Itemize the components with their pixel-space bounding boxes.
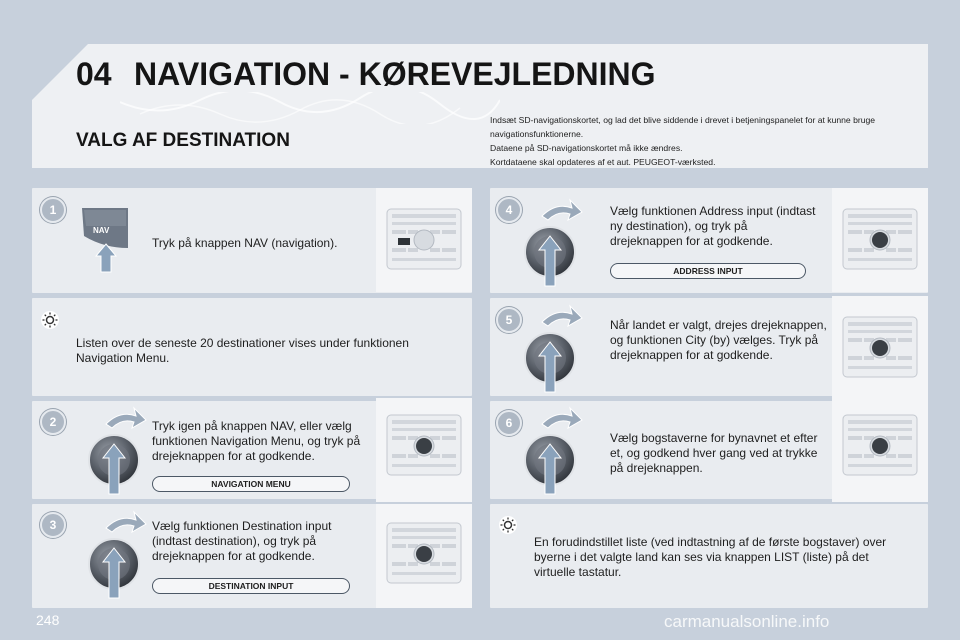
- radio-unit-icon: [842, 208, 918, 270]
- intro-line: Kortdataene skal opdateres af et aut. PEUGEOT-værksted.: [490, 157, 716, 167]
- rotary-knob-icon: [520, 404, 584, 496]
- radio-unit-icon: [842, 414, 918, 476]
- step-number-badge: 5: [496, 307, 522, 333]
- step-number-badge: 6: [496, 410, 522, 436]
- rotary-knob-icon: [520, 196, 584, 288]
- nav-button-icon: [76, 206, 136, 274]
- step-number-badge: 3: [40, 512, 66, 538]
- step-number-badge: 1: [40, 197, 66, 223]
- menu-label-pill: NAVIGATION MENU: [152, 476, 350, 492]
- page-number: 248: [36, 612, 60, 628]
- step-2-text: Tryk igen på knappen NAV, eller vælg funktionen Navigation Menu, og tryk på drejeknappen for at godkende.: [152, 419, 361, 463]
- rotary-knob-icon: [520, 302, 584, 394]
- step-1-text: Tryk på knappen NAV (navigation).: [152, 236, 338, 250]
- intro-line: navigationsfunktionerne.: [490, 129, 584, 139]
- step-6-text: Vælg bogstaverne for bynavnet et efter et, og godkend hver gang ved at trykke på drejeknappen.: [610, 431, 818, 475]
- tip-2-text: En forudindstillet liste (ved indtastning af de første bogstaver) over byerne i det valgte land kan ses via knappen LIST (liste) på det virtuelle tastatur.: [534, 535, 887, 579]
- lightbulb-icon: [498, 515, 518, 535]
- rotary-knob-icon: [84, 508, 148, 600]
- chapter-number: 04: [76, 56, 112, 92]
- radio-unit-icon: [386, 208, 462, 270]
- step-number-badge: 2: [40, 409, 66, 435]
- step-number-badge: 4: [496, 197, 522, 223]
- radio-unit-icon: [386, 522, 462, 584]
- menu-label-pill: ADDRESS INPUT: [610, 263, 806, 279]
- decorative-swirl: [120, 92, 500, 124]
- step-4-text: Vælg funktionen Address input (indtast ny destination), og tryk på drejeknappen for at godkende.: [610, 204, 816, 248]
- chapter-title: NAVIGATION - KØREVEJLEDNING: [134, 56, 656, 92]
- rotary-knob-icon: [84, 404, 148, 496]
- section-title: VALG AF DESTINATION: [76, 130, 290, 151]
- intro-line: Indsæt SD-navigationskortet, og lad det blive siddende i drevet i betjeningspanelet for at kunne bruge: [490, 115, 876, 125]
- intro-line: Dataene på SD-navigationskortet må ikke ændres.: [490, 143, 683, 153]
- radio-unit-icon: [842, 316, 918, 378]
- lightbulb-icon: [40, 310, 60, 330]
- nav-button-label: NAV: [93, 226, 110, 235]
- radio-unit-icon: [386, 414, 462, 476]
- tip-1-text: Listen over de seneste 20 destinationer vises under funktionen Navigation Menu.: [76, 336, 409, 365]
- menu-label-pill: DESTINATION INPUT: [152, 578, 350, 594]
- step-3-text: Vælg funktionen Destination input (indtast destination), og tryk på drejeknappen for at godkende.: [152, 519, 332, 563]
- watermark-text: carmanualsonline.info: [664, 612, 830, 631]
- step-5-text: Når landet er valgt, drejes drejeknappen, og funktionen City (by) vælges. Tryk på drejeknappen for at godkende.: [610, 318, 827, 362]
- intro-text: [490, 113, 920, 169]
